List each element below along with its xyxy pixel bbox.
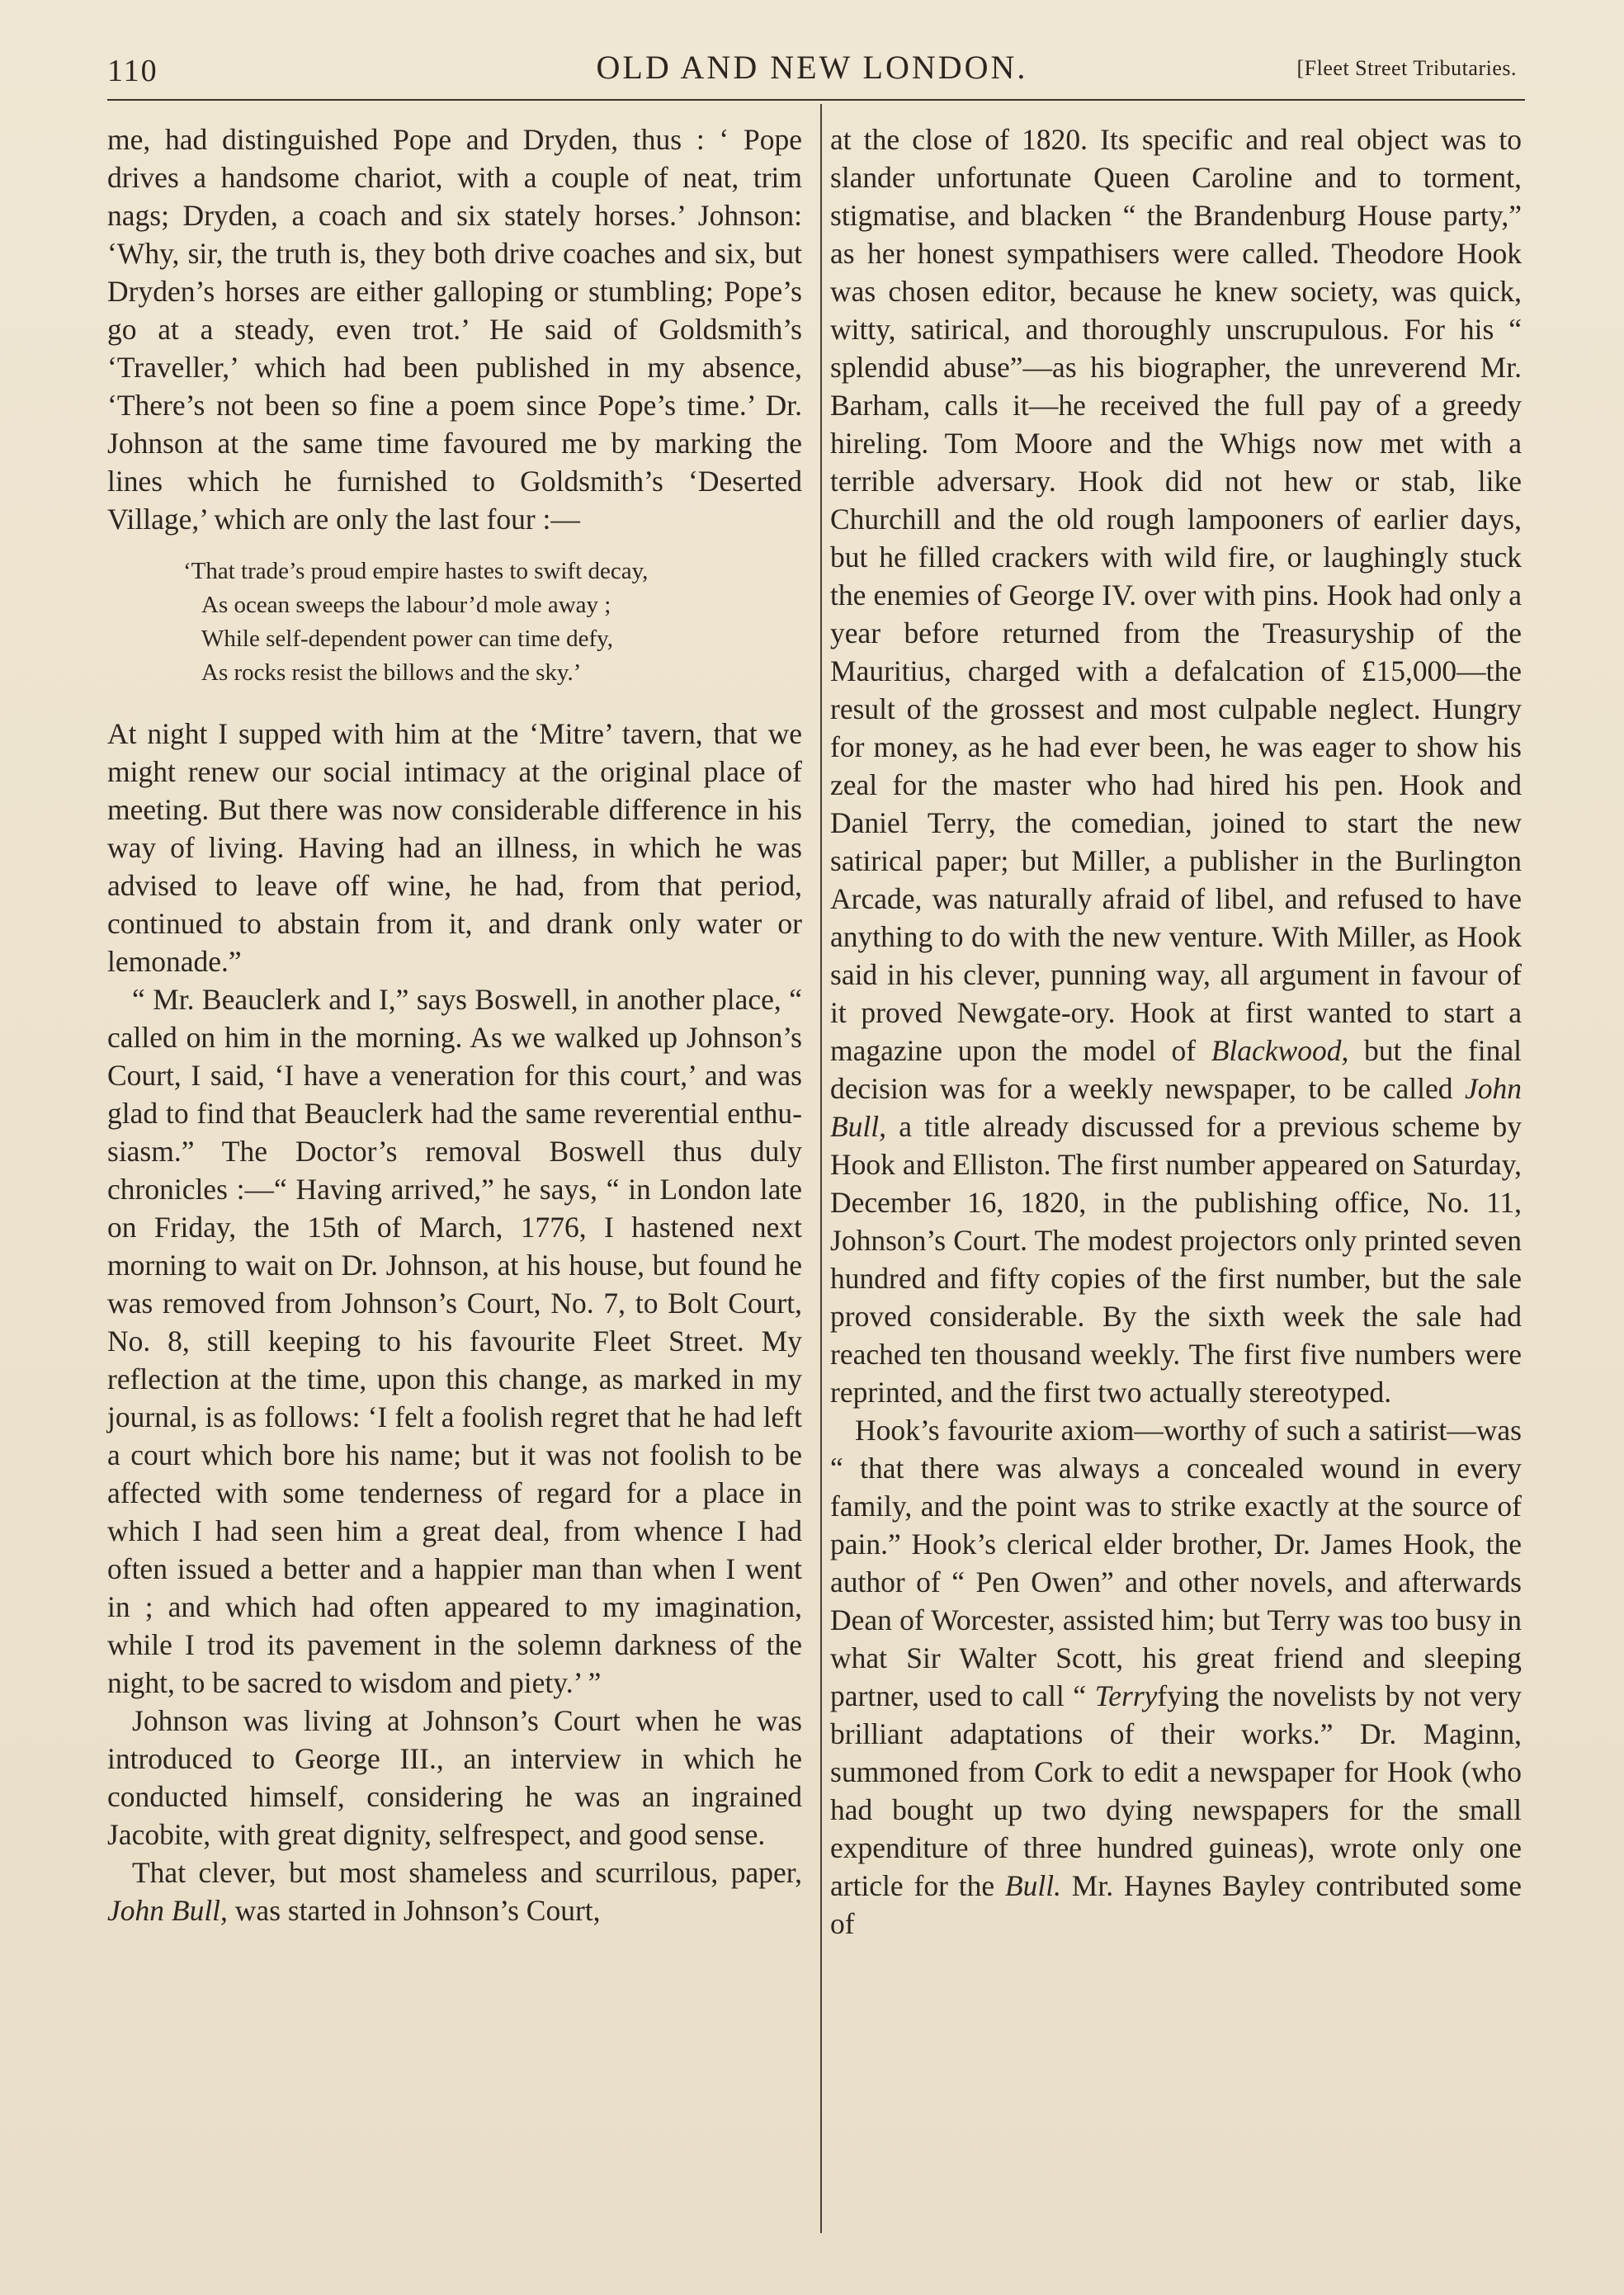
running-title: OLD AND NEW LONDON. [596,49,1028,86]
text-run: was started in Johnson’s Court, [227,1894,601,1927]
verse-quotation [107,555,802,690]
text-run: at the close of 1820. Its specific and real object was to slander unfortunate Queen Caroline and to torment, stigmatise, and blacken “ the Brandenburg House party,” as her honest sympathisers were called. Theodore Hook was chosen editor, because he knew society, was quick, witty, satirical, and thoroughly unscrupulous. For his “ splendid abuse”—as his biographer, the unreverend Mr. Barham, calls it—he received the full pay of a greedy hireling. Tom Moore and the Whigs now met with a terrible adversary. Hook did not hew or stab, like Churchill and the old rough lampooners of earlier days, but he filled crackers with wild fire, or laughingly stuck the enemies of George IV. over with pins. Hook had only a year before returned from the Treasuryship of the Mauritius, charged with a defalcation of £15,000—the result of the grossest and most culpable neglect. Hungry for money, as he had ever been, he was eager to show his zeal for the master who had hired his pen. Hook and Daniel Terry, the comedian, joined to start the new satirical paper; but Miller, a publisher in the Burlington Arcade, was naturally afraid of libel, and refused to have anything to do with the new venture. With Miller, as Hook said in his clever, punning way, all argument in favour of it proved Newgate-ory. Hook at first wanted to start a magazine upon the model of [830,123,1522,1067]
paragraph: Johnson was living at Johnson’s Court when he was introduced to George III., an interview in which he conducted himself, considering he was an ingrained Jacobite, with great dignity, selfrespect, and good sense. [107,1704,802,1851]
verse-line: While self-dependent power can time defy, [201,626,613,652]
text-run: fying the novelists by not very brilliant adaptations of their works.” Dr. Maginn, summoned from Cork to edit a newspaper for Hook (who had bought up two dying newspapers for the small expenditure of three hundred guineas), wrote only one article for the [830,1679,1522,1902]
paragraph: me, had distinguished Pope and Dryden, thus : ‘ Pope drives a handsome chariot, with a couple of neat, trim nags; Dryden, a coach and six stately horses.’ Johnson: ‘Why, sir, the truth is, they both drive coaches and six, but Dryden’s horses are either galloping or stumbling; Pope’s go at a steady, even trot.’ He said of Goldsmith’s ‘Traveller,’ which had been published in my absence, ‘There’s not been so fine a poem since Pope’s time.’ Dr. Johnson at the same time favoured me by marking the lines which he furnished to Goldsmith’s ‘Deserted Village,’ which are only the last four :— [107,123,802,536]
column-divider [820,104,822,2233]
left-column [107,120,802,1929]
italic-title: Blackwood, [1211,1034,1349,1067]
paragraph [830,120,1522,1411]
page-header [107,48,1517,89]
italic-title: John Bull, [830,1072,1522,1143]
paragraph [830,1411,1522,1943]
italic-title: Bull. [1004,1869,1061,1902]
text-run: Hook’s favourite axiom—worthy of such a satirist—was “ that there was always a concealed wound in every family, and the point was to strike exactly at the source of pain.” Hook’s clerical elder brother, Dr. James Hook, the author of “ Pen Owen” and other novels, and afterwards Dean of Worcester, assisted him; but Terry was too busy in what Sir Walter Scott, his great friend and sleeping partner, used to call “ [830,1414,1522,1712]
header-rule [107,99,1525,101]
paragraph: At night I supped with him at the ‘Mitre’ tavern, that we might renew our social intimacy at the original place of meeting. But there was now considerable difference in his way of living. Having had an illness, in which he was advised to leave off wine, he had, from that period, continued to abstain from it, and drank only water or lemonade.” [107,717,802,978]
section-title: [Fleet Street Tributaries. [1296,56,1517,80]
right-column [830,120,1522,1943]
verse-line: As rocks resist the billows and the sky.’ [201,659,582,686]
italic-word: Terry [1094,1679,1158,1712]
page-number: 110 [107,54,158,88]
verse-line: ‘That trade’s proud empire hastes to swift decay, [183,558,649,584]
text-run: Mr. Haynes Bayley contributed some of [830,1869,1522,1940]
italic-title: John Bull, [107,1894,228,1927]
verse-line: As ocean sweeps the labour’d mole away ; [201,592,611,618]
paragraph [107,1853,802,1929]
paragraph: “ Mr. Beauclerk and I,” says Boswell, in another place, “ called on him in the morning. As we walked up Johnson’s Court, I said, ‘I have a veneration for this court,’ and was glad to find that Beauclerk had the same reverential enthusiasm.” The Doctor’s removal Boswell thus duly chronicles :—“ Having arrived,” he says, “ in London late on Friday, the 15th of March, 1776, I hastened next morning to wait on Dr. Johnson, at his house, but found he was removed from Johnson’s Court, No. 7, to Bolt Court, No. 8, still keeping to his favourite Fleet Street. My reflection at the time, upon this change, as marked in my journal, is as follows: ‘I felt a foolish regret that he had left a court which bore his name; but it was not foolish to be affected with some tenderness of regard for a place in which I had seen him a great deal, from whence I had often issued a better and a happier man than when I went in ; and which had often appeared to my imagination, while I trod its pavement in the solemn darkness of the night, to be sacred to wisdom and piety.’ ” [107,983,802,1699]
text-run: but the final decision was for a weekly newspaper, to be called [830,1034,1522,1105]
text-run: That clever, but most shameless and scurrilous, paper, [132,1856,802,1889]
text-run: a title already discussed for a previous scheme by Hook and Elliston. The first number appeared on Saturday, December 16, 1820, in the publishing office, No. 11, Johnson’s Court. The modest projectors only printed seven hundred and fifty copies of the first number, but the sale proved considerable. By the sixth week the sale had reached ten thousand weekly. The first five numbers were reprinted, and the first two actually stereotyped. [830,1110,1522,1409]
